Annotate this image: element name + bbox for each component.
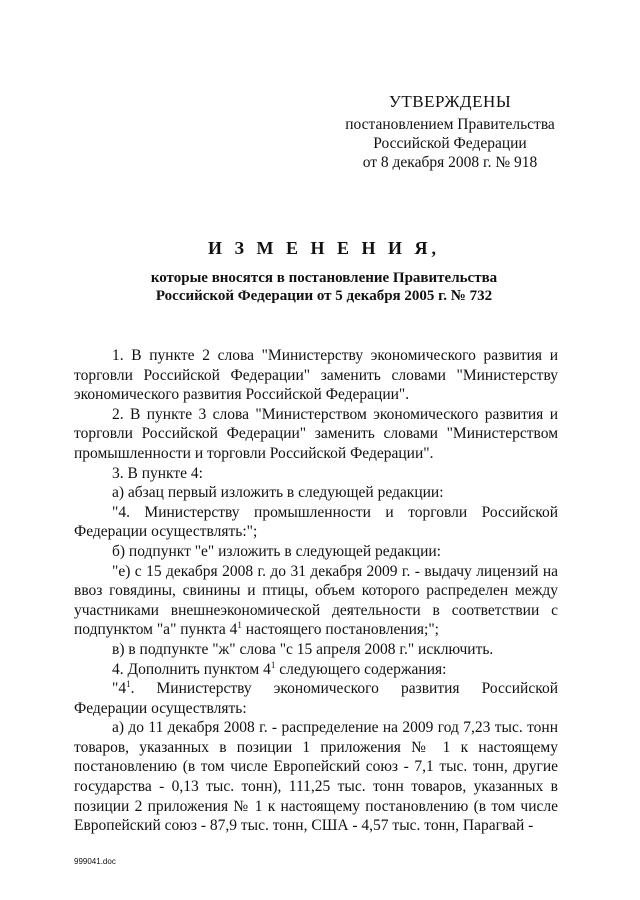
document-title: И З М Е Н Е Н И Я, <box>207 238 440 258</box>
paragraph-text: "4 <box>112 680 127 698</box>
paragraph: "4. Министерству промышленности и торговли Российской Федерации осуществлять:"; <box>74 503 558 541</box>
paragraph: а) до 11 декабря 2008 г. - распределение на 2009 год 7,23 тыс. тонн товаров, указанных в позиции 1 приложения № 1 к настоящему постановлению (в том числе Европейский союз - 7,1 тыс. тонн, другие государства - 0,13 тыс. тонн), 111,25 тыс. тонн товаров, указанных в позиции 2 приложения № 1 к настоящему постановлению (в том числе Европейский союз - 87,9 тыс. тонн, США - 4,57 тыс. тонн, Парагвай - <box>74 719 558 835</box>
superscript: 1 <box>126 678 131 689</box>
superscript: 1 <box>270 659 276 670</box>
approval-title: УТВЕРЖДЕНЫ <box>388 92 512 111</box>
paragraph: 2. В пункте 3 слова "Министерством экономического развития и торговли Российской Федерации" заменить словами "Министерством промышленности и торговли Российской Федерации". <box>74 405 558 462</box>
document-subtitle: которые вносятся в постановление Правительства <box>150 270 498 286</box>
paragraph <box>74 562 558 640</box>
approval-line: постановлением Правительства <box>345 116 555 133</box>
paragraph: 1. В пункте 2 слова "Министерству экономического развития и торговли Российской Федерации" заменить словами "Министерству экономического развития Российской Федерации". <box>74 347 558 404</box>
approval-block <box>335 92 565 172</box>
paragraph: а) абзац первый изложить в следующей редакции: <box>112 484 444 502</box>
paragraph-text: следующего содержания: <box>275 660 447 678</box>
document-body <box>74 346 558 836</box>
superscript: 1 <box>237 620 242 631</box>
footer-filename: 999041.doc <box>74 857 116 866</box>
paragraph <box>74 679 558 718</box>
paragraph-text: настоящего постановления;"; <box>241 621 439 639</box>
document-heading <box>60 238 588 305</box>
approval-line: Российской Федерации <box>373 135 527 152</box>
paragraph: 3. В пункте 4: <box>112 464 203 482</box>
paragraph-text: 4. Дополнить пунктом 4 <box>112 660 271 678</box>
paragraph: б) подпункт "е" изложить в следующей редакции: <box>112 542 441 560</box>
approval-date: от 8 декабря 2008 г. № 918 <box>362 154 538 171</box>
document-subtitle: Российской Федерации от 5 декабря 2005 г. № 732 <box>155 288 493 304</box>
paragraph-text: . Министерству экономического развития Российской Федерации осуществлять: <box>74 680 558 717</box>
paragraph: в) в подпункте "ж" слова "с 15 апреля 2008 г." исключить. <box>112 640 494 658</box>
paragraph <box>74 660 558 680</box>
paragraph-text: "е) с 15 декабря 2008 г. до 31 декабря 2009 г. - выдачу лицензий на ввоз говядины, свинины и птицы, объем которого распределен между участниками внешнеэкономической деятельности в соответствии с подпунктом "а" пункта 4 <box>74 562 558 639</box>
